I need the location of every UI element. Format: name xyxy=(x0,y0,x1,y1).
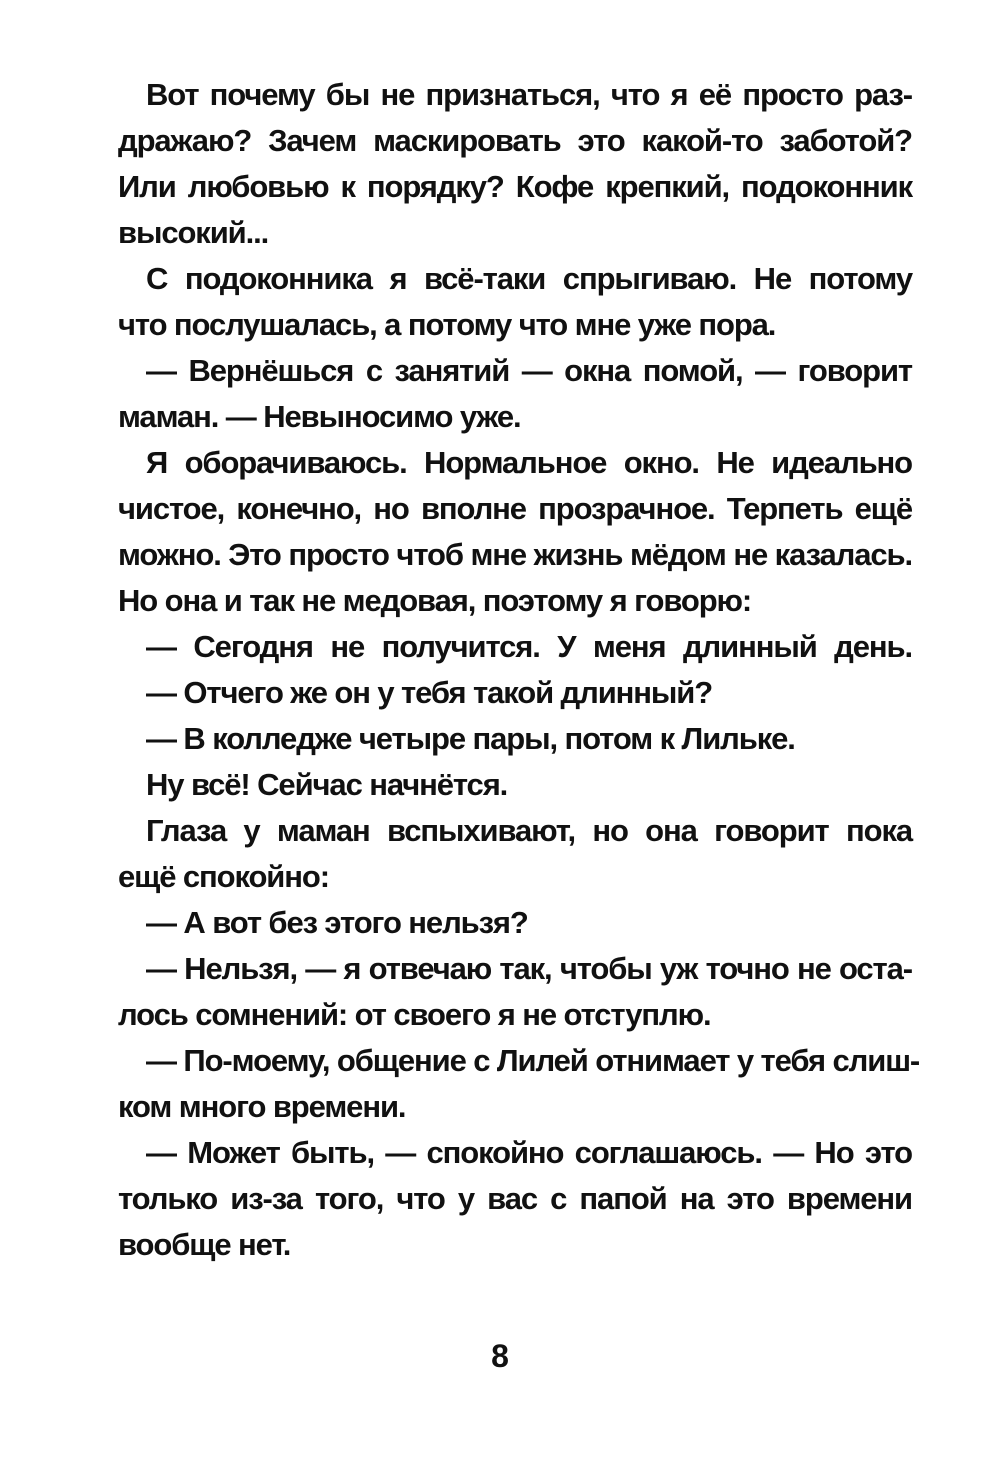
text-line: лось сомнений: от своего я не отступлю. xyxy=(118,997,711,1032)
text-line: можно. Это просто чтоб мне жизнь мёдом не казалась. xyxy=(118,537,912,572)
text-line: — Может быть, — спокойно соглашаюсь. — Но это xyxy=(146,1135,912,1170)
text-line: Или любовью к порядку? Кофе крепкий, подоконник xyxy=(118,169,912,204)
text-line: Я оборачиваюсь. Нормальное окно. Не идеально xyxy=(146,445,912,480)
text-line: Ну всё! Сейчас начнётся. xyxy=(146,767,508,802)
text-line: Глаза у маман вспыхивают, но она говорит пока xyxy=(146,813,912,848)
text-line: что послушалась, а потому что мне уже пора. xyxy=(118,307,776,342)
text-line: Вот почему бы не признаться, что я её просто раз- xyxy=(146,77,912,112)
text-line: высокий... xyxy=(118,215,269,250)
text-line: — А вот без этого нельзя? xyxy=(146,905,528,940)
text-line: С подоконника я всё-таки спрыгиваю. Не потому xyxy=(146,261,912,296)
text-line: ком много времени. xyxy=(118,1089,406,1124)
text-line: — По-моему, общение с Лилей отнимает у тебя слиш- xyxy=(146,1043,920,1078)
text-line: чистое, конечно, но вполне прозрачное. Терпеть ещё xyxy=(118,491,912,526)
text-line: — Сегодня не получится. У меня длинный день. xyxy=(146,629,912,664)
text-line: только из-за того, что у вас с папой на это времени xyxy=(118,1181,912,1216)
text-line: ещё спокойно: xyxy=(118,859,329,894)
text-line: — Нельзя, — я отвечаю так, чтобы уж точно не оста- xyxy=(146,951,912,986)
text-line: Но она и так не медовая, поэтому я говорю: xyxy=(118,583,752,618)
text-line: маман. — Невыносимо уже. xyxy=(118,399,521,434)
text-line: вообще нет. xyxy=(118,1227,291,1262)
text-line: — Вернёшься с занятий — окна помой, — говорит xyxy=(146,353,912,388)
text-line: — В колледже четыре пары, потом к Лильке. xyxy=(146,721,795,756)
text-line: дражаю? Зачем маскировать это какой-то заботой? xyxy=(118,123,912,158)
page-number: 8 xyxy=(491,1338,509,1374)
text-line: — Отчего же он у тебя такой длинный? xyxy=(146,675,713,710)
body-text xyxy=(118,72,920,1268)
